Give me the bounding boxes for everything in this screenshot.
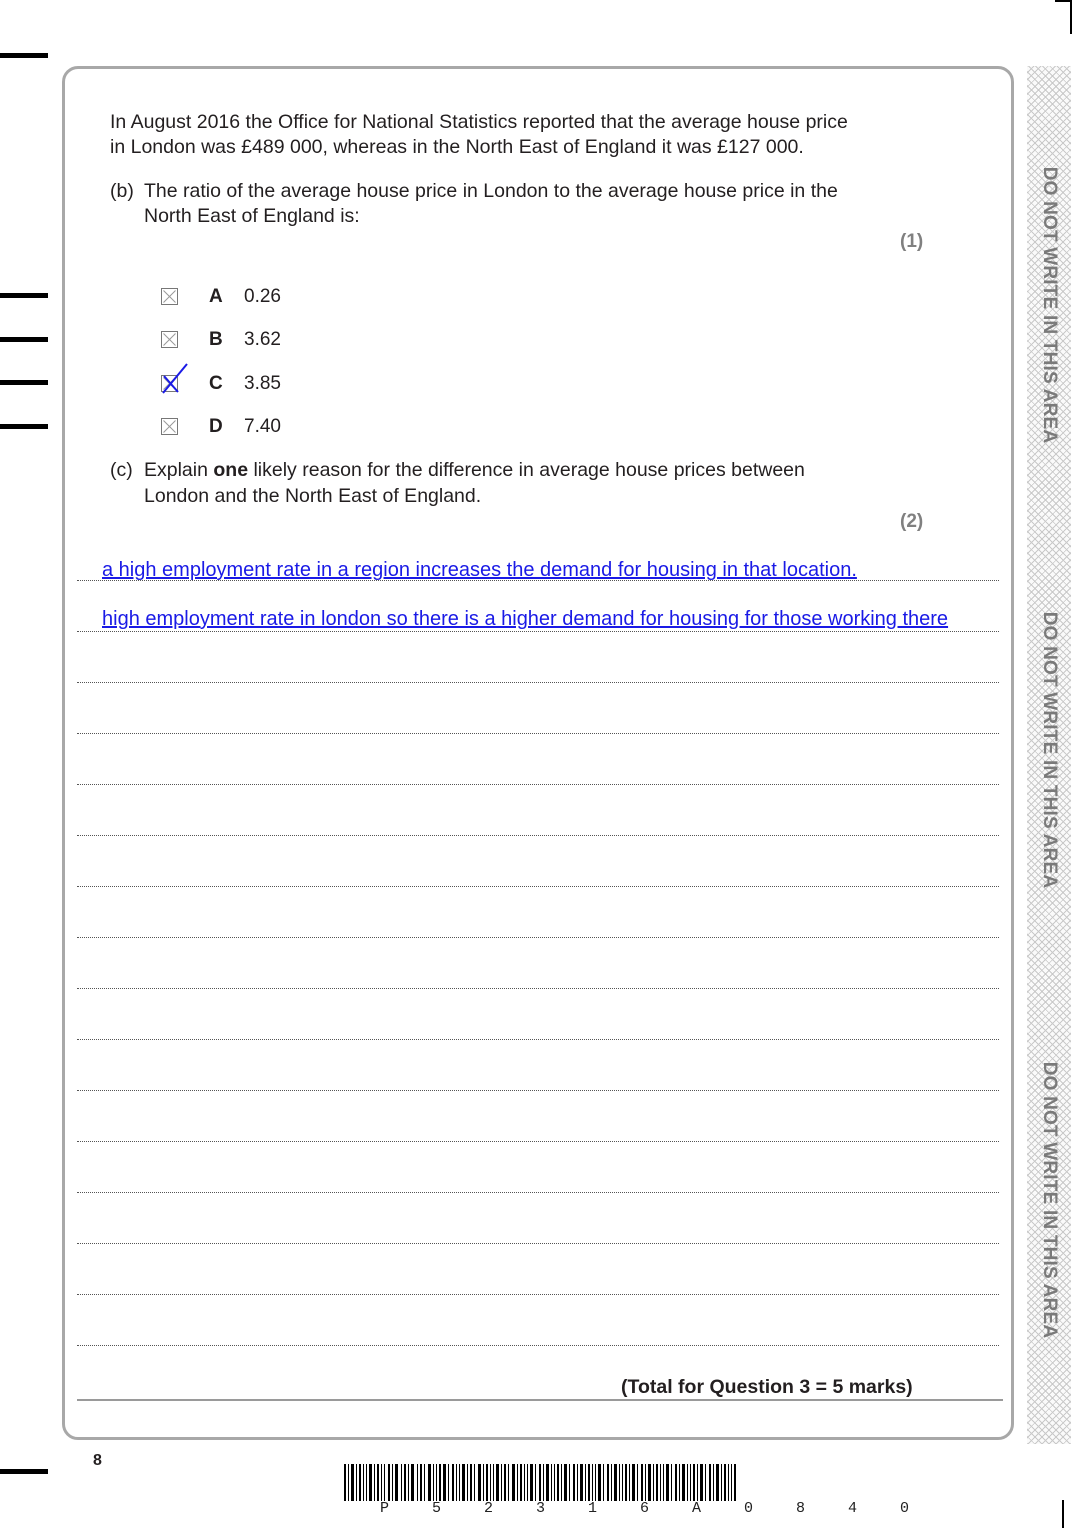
answer-line[interactable] [77, 988, 999, 989]
margin-mark [0, 53, 48, 58]
part-b-line-1: The ratio of the average house price in London to the average house price in the [144, 180, 838, 202]
part-b-label: (b) [110, 180, 134, 202]
answer-line[interactable] [77, 1192, 999, 1193]
option-c-value: 3.85 [244, 373, 281, 394]
part-c-marks: (2) [900, 511, 924, 532]
side-warning-bottom: DO NOT WRITE IN THIS AREA [1039, 1061, 1060, 1339]
emphasis-word: one [213, 459, 249, 481]
part-c-label: (c) [110, 459, 133, 481]
answer-line[interactable] [77, 886, 999, 887]
part-b-marks: (1) [900, 231, 924, 252]
part-c-line-1: Explain one likely reason for the difference in average house prices between [144, 459, 805, 481]
option-d-value: 7.40 [244, 416, 281, 437]
margin-mark [0, 424, 48, 429]
answer-line[interactable] [77, 682, 999, 683]
margin-mark [0, 1469, 48, 1474]
option-d-checkbox[interactable] [161, 418, 178, 435]
answer-line[interactable] [77, 1345, 999, 1346]
answer-line[interactable] [77, 1090, 999, 1091]
answer-line[interactable] [77, 784, 999, 785]
corner-mark [1062, 1500, 1064, 1528]
part-c-line-2: London and the North East of England. [144, 485, 482, 507]
side-warning-middle: DO NOT WRITE IN THIS AREA [1039, 611, 1060, 889]
option-b-checkbox[interactable] [161, 331, 178, 348]
answer-line[interactable] [77, 631, 999, 632]
answer-line[interactable] [77, 835, 999, 836]
option-a-checkbox[interactable] [161, 288, 178, 305]
option-c-letter: C [209, 373, 223, 394]
option-d-letter: D [209, 416, 223, 437]
total-rule [77, 1399, 1003, 1401]
margin-mark [0, 293, 48, 298]
barcode [344, 1464, 736, 1501]
answer-line-2-text: high employment rate in london so there is a higher demand for housing for those working there [102, 608, 949, 630]
answer-line[interactable] [77, 580, 999, 581]
option-a-value: 0.26 [244, 286, 281, 307]
margin-mark [0, 380, 48, 385]
side-warning-top: DO NOT WRITE IN THIS AREA [1039, 166, 1060, 444]
answer-line[interactable] [77, 733, 999, 734]
answer-line[interactable] [77, 1243, 999, 1244]
selected-cross-icon [158, 362, 192, 396]
option-a-letter: A [209, 286, 223, 307]
barcode-text: P 5 2 3 1 6 A 0 8 4 0 [380, 1500, 927, 1517]
answer-line[interactable] [77, 1294, 999, 1295]
corner-mark [1070, 0, 1072, 34]
answer-line-1-text: a high employment rate in a region increases the demand for housing in that location. [102, 559, 857, 581]
option-b-letter: B [209, 329, 223, 350]
question-frame [62, 66, 1014, 1440]
page-number: 8 [93, 1452, 102, 1469]
intro-line-2: in London was £489 000, whereas in the North East of England it was £127 000. [110, 136, 804, 158]
margin-mark [0, 337, 48, 342]
answer-line[interactable] [77, 1039, 999, 1040]
answer-line[interactable] [77, 937, 999, 938]
question-total: (Total for Question 3 = 5 marks) [621, 1376, 913, 1398]
answer-line[interactable] [77, 1141, 999, 1142]
intro-line-1: In August 2016 the Office for National Statistics reported that the average house price [110, 111, 848, 133]
option-b-value: 3.62 [244, 329, 281, 350]
part-b-line-2: North East of England is: [144, 205, 360, 227]
